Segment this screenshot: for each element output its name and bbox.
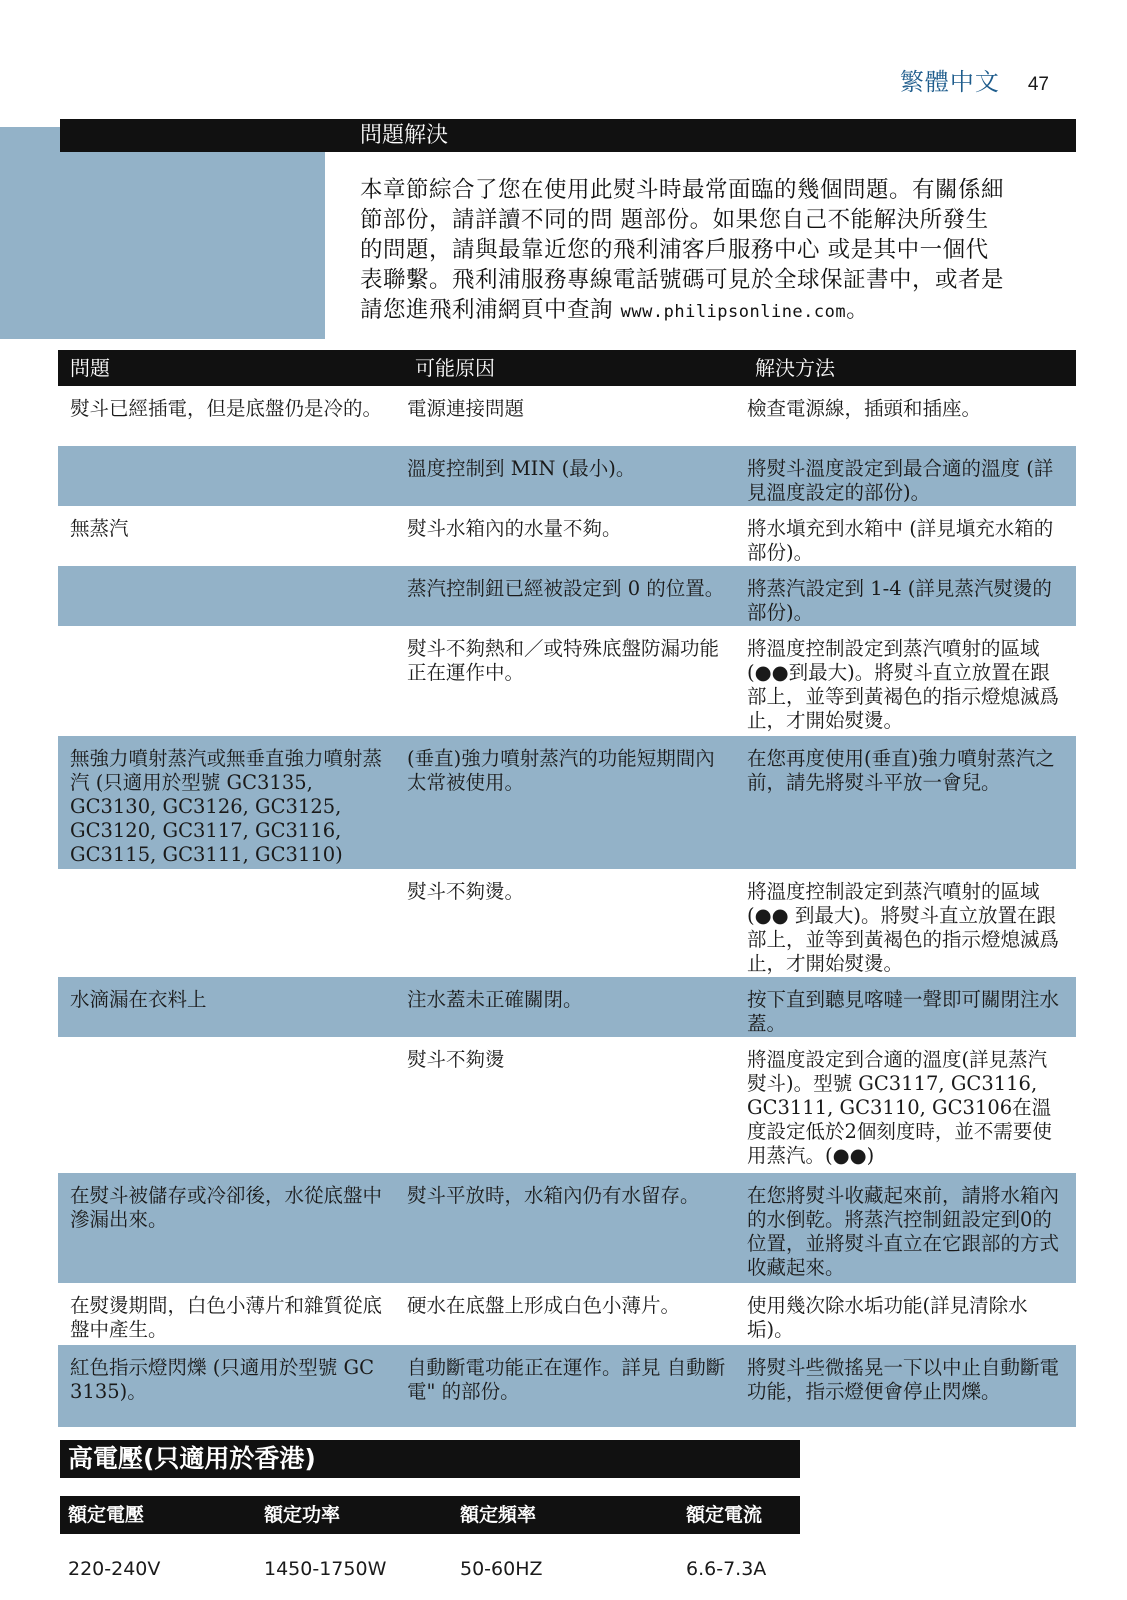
high-voltage-title: 高電壓(只適用於香港) — [68, 1444, 316, 1473]
solution-cell: 將熨斗溫度設定到最合適的溫度 (詳見溫度設定的部份)。 — [747, 457, 1054, 504]
solution-cell: 將水塡充到水箱中 (詳見塡充水箱的部份)。 — [747, 517, 1054, 564]
intro-line: 表聯繫。飛利浦服務專線電話號碼可見於全球保証書中，或者是 — [360, 267, 1005, 293]
section-title: 問題解決 — [360, 123, 449, 148]
table-row — [58, 566, 1076, 626]
problem-cell — [58, 626, 403, 736]
solution-cell: 將蒸汽設定到 1-4 (詳見蒸汽熨燙的部份)。 — [747, 577, 1052, 624]
spec-value-voltage: 220-240V — [68, 1558, 161, 1580]
solution-cell: 在您再度使用(垂直)強力噴射蒸汽之前，請先將熨斗平放一會兒。 — [747, 747, 1055, 794]
cause-cell: 熨斗平放時，水箱內仍有水留存。 — [407, 1184, 700, 1207]
spec-value-power: 1450-1750W — [264, 1558, 387, 1580]
language-label: 繁體中文 — [899, 68, 1000, 96]
section-title-bar — [60, 119, 1076, 152]
cause-cell: 蒸汽控制鈕已經被設定到 0 的位置。 — [407, 577, 725, 600]
problem-cell — [58, 566, 403, 626]
cause-cell: 熨斗不夠熱和／或特殊底盤防漏功能正在運作中。 — [407, 637, 720, 684]
intro-line — [360, 295, 1080, 327]
cause-cell: 溫度控制到 MIN (最小)。 — [407, 457, 636, 480]
troubleshooting-table — [58, 350, 1076, 1427]
table-row — [58, 1345, 1076, 1427]
cause-cell: 注水蓋未正確關閉。 — [407, 988, 583, 1011]
table-row — [58, 386, 1076, 446]
table-row — [58, 1173, 1076, 1283]
spec-header-power: 額定功率 — [264, 1504, 341, 1526]
spec-header-row — [60, 1496, 800, 1534]
table-row — [58, 626, 1076, 736]
problem-cell: 水滴漏在衣料上 — [70, 988, 207, 1011]
solution-cell: 按下直到聽見喀噠一聲即可關閉注水蓋。 — [747, 988, 1060, 1035]
intro-line-end: 。 — [846, 297, 870, 323]
intro-line: 節部份，請詳讀不同的問 題部份。如果您自己不能解決所發生 — [360, 207, 989, 233]
spec-header-voltage: 額定電壓 — [68, 1504, 145, 1526]
table-row — [58, 446, 1076, 506]
problem-cell — [58, 1037, 403, 1173]
spec-header-frequency: 額定頻率 — [460, 1504, 537, 1526]
problem-cell: 在熨燙期間，白色小薄片和雜質從底盤中產生。 — [70, 1294, 383, 1341]
solution-cell: 使用幾次除水垢功能(詳見清除水垢)。 — [747, 1294, 1028, 1341]
cause-cell: 電源連接問題 — [407, 397, 525, 420]
column-header-problem: 問題 — [70, 356, 110, 380]
solution-cell: 將溫度控制設定到蒸汽噴射的區域(●● 到最大)。將熨斗直立放置在跟部上，並等到黃褐色的指示燈熄滅爲止，才開始熨燙。 — [747, 880, 1060, 975]
cause-cell: (垂直)強力噴射蒸汽的功能短期間內太常被使用。 — [407, 747, 715, 794]
problem-cell: 熨斗已經插電，但是底盤仍是冷的。 — [70, 397, 383, 420]
problem-cell — [58, 446, 403, 506]
solution-cell: 將熨斗些微搖晃一下以中止自動斷電功能，指示燈便會停止閃爍。 — [747, 1356, 1060, 1403]
column-header-solution: 解決方法 — [755, 356, 835, 380]
cause-cell: 熨斗不夠燙。 — [407, 880, 525, 903]
column-header-cause: 可能原因 — [415, 356, 495, 380]
website-url: www.philipsonline.com — [620, 302, 847, 322]
page-number: 47 — [1027, 74, 1049, 95]
spec-value-current: 6.6-7.3A — [686, 1558, 767, 1580]
table-row — [58, 977, 1076, 1037]
intro-line: 本章節綜合了您在使用此熨斗時最常面臨的幾個問題。有關係細 — [360, 177, 1005, 203]
table-row — [58, 736, 1076, 869]
problem-cell: 無強力噴射蒸汽或無垂直強力噴射蒸汽 (只適用於型號 GC3135, GC3130, GC3126, GC3125, GC3120, GC3117, GC3116, GC3115, GC3111, GC3110) — [70, 747, 383, 866]
decorative-blue-block — [0, 127, 325, 339]
spec-header-current: 額定電流 — [686, 1504, 763, 1526]
cause-cell: 硬水在底盤上形成白色小薄片。 — [407, 1294, 681, 1317]
solution-cell: 檢查電源線，插頭和插座。 — [747, 397, 982, 420]
solution-cell: 將溫度控制設定到蒸汽噴射的區域(●●到最大)。將熨斗直立放置在跟部上，並等到黃褐色的指示燈熄滅爲止，才開始熨燙。 — [747, 637, 1060, 732]
table-header-row — [58, 350, 1076, 386]
problem-cell: 紅色指示燈閃爍 (只適用於型號 GC 3135)。 — [70, 1356, 375, 1403]
intro-line-text: 請您進飛利浦網頁中查詢 — [360, 297, 614, 323]
table-row — [58, 506, 1076, 566]
table-row — [58, 1283, 1076, 1345]
solution-cell: 在您將熨斗收藏起來前，請將水箱內的水倒乾。將蒸汽控制鈕設定到0的位置，並將熨斗直立在它跟部的方式收藏起來。 — [747, 1184, 1060, 1279]
spec-value-frequency: 50-60HZ — [460, 1558, 543, 1580]
table-row — [58, 1037, 1076, 1173]
problem-cell: 在熨斗被儲存或冷卻後，水從底盤中滲漏出來。 — [70, 1184, 383, 1231]
table-row — [58, 869, 1076, 977]
cause-cell: 熨斗水箱內的水量不夠。 — [407, 517, 622, 540]
cause-cell: 自動斷電功能正在運作。詳見 自動斷電" 的部份。 — [407, 1356, 726, 1403]
solution-cell: 將溫度設定到合適的溫度(詳見蒸汽熨斗)。型號 GC3117, GC3116, GC3111, GC3110, GC3106在溫度設定低於2個刻度時，並不需要使用蒸汽。(●●) — [747, 1048, 1052, 1167]
page-header — [900, 62, 1049, 97]
spec-values-row — [60, 1556, 800, 1582]
cause-cell: 熨斗不夠燙 — [407, 1048, 505, 1071]
problem-cell: 無蒸汽 — [70, 517, 129, 540]
problem-cell — [58, 869, 403, 977]
intro-paragraph — [360, 175, 1080, 327]
intro-line: 的問題，請與最靠近您的飛利浦客戶服務中心 或是其中一個代 — [360, 237, 989, 263]
